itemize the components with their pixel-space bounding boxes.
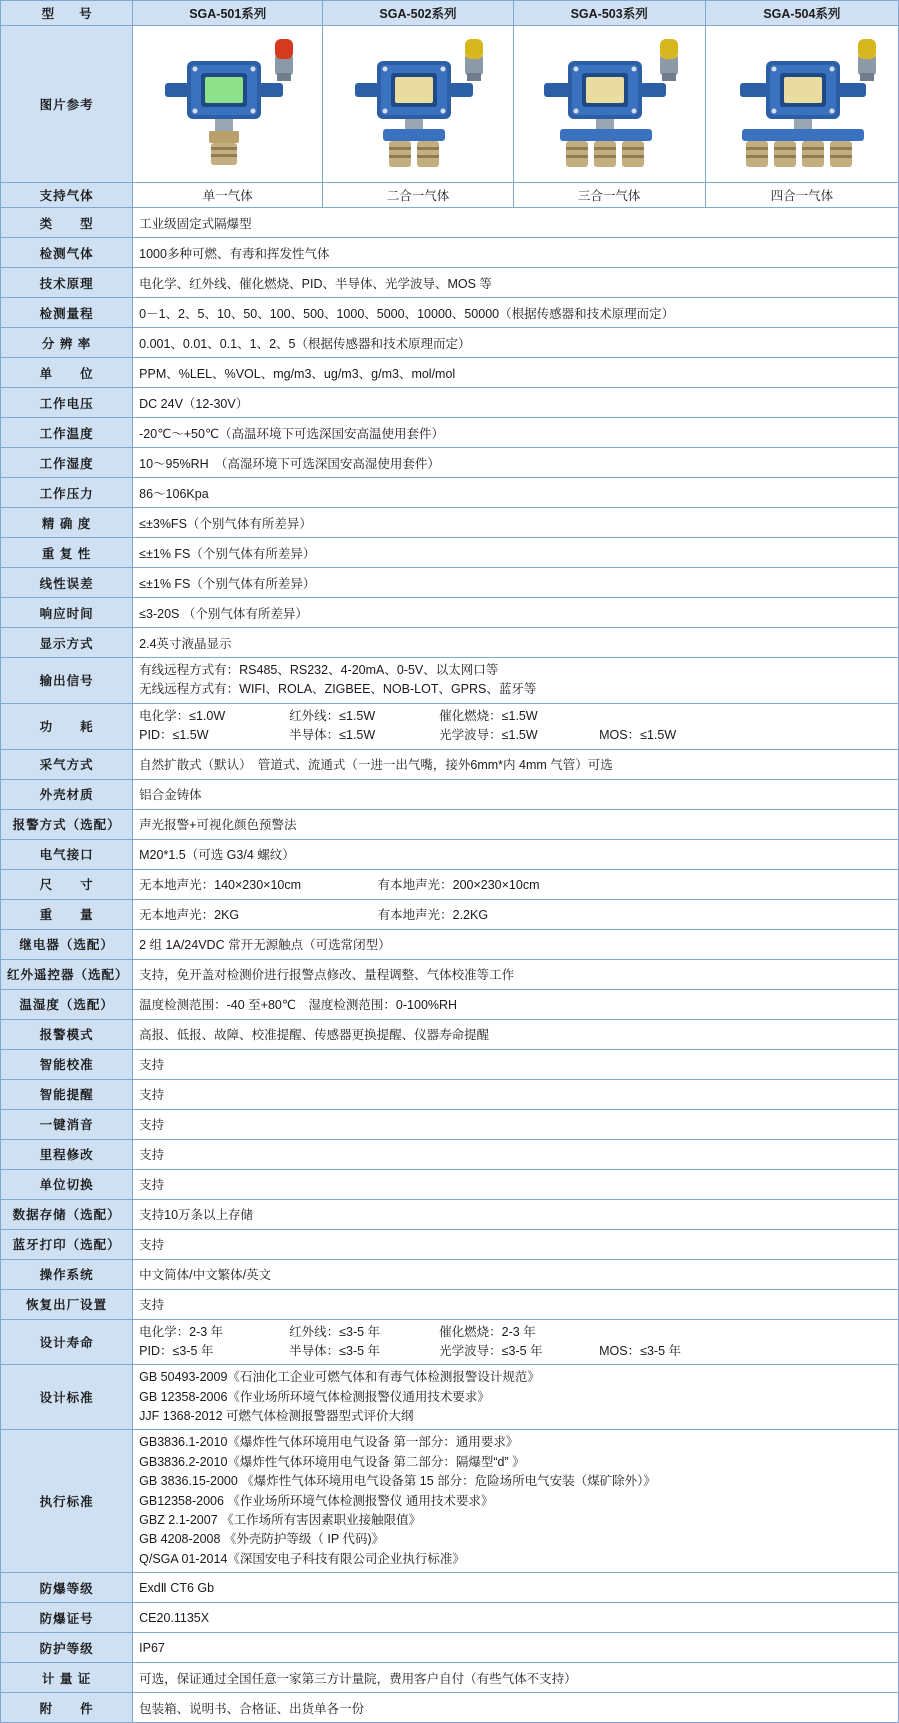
table-row: [1, 749, 899, 779]
output-signal-value: [133, 658, 899, 704]
design-standard-line: GB 12358-2006《作业场所环境气体检测报警仪通用技术要求》: [139, 1389, 490, 1404]
size-with-alarm: 有本地声光：200×230×10cm: [377, 878, 540, 892]
row-value: 2.4英寸液晶显示: [133, 628, 899, 658]
row-value: 自然扩散式（默认） 管道式、流通式（一进一出气嘴，接外6mm*内 4mm 气管）可选: [133, 749, 899, 779]
row-label: 单位切换: [1, 1169, 133, 1199]
power-catalytic: 催化燃烧：≤1.5W: [439, 708, 538, 723]
lifetime-pid: PID：≤3-5 年: [139, 1343, 214, 1358]
row-value: 支持: [133, 1109, 899, 1139]
row-value: 1000多种可燃、有毒和挥发性气体: [133, 238, 899, 268]
row-label: 工作温度: [1, 418, 133, 448]
design-standard-line: JJF 1368-2012 可燃气体检测报警器型式评价大纲: [139, 1409, 414, 1423]
gas-support-row: [1, 183, 899, 208]
table-row: [1, 959, 899, 989]
table-row: [1, 1229, 899, 1259]
picture-row-label: 图片参考: [1, 26, 133, 183]
row-label: 一键消音: [1, 1109, 133, 1139]
row-value: 中文简体/中文繁体/英文: [133, 1259, 899, 1289]
row-label: 报警方式（选配）: [1, 809, 133, 839]
table-row: [1, 1169, 899, 1199]
row-value: ≤±1% FS（个别气体有所差异）: [133, 538, 899, 568]
row-value: ExdⅡ CT6 Gb: [133, 1573, 899, 1603]
row-value: 支持: [133, 1079, 899, 1109]
design-standard-row: [1, 1365, 899, 1430]
picture-row: [1, 26, 899, 183]
row-value: 支持: [133, 1049, 899, 1079]
row-label: 里程修改: [1, 1139, 133, 1169]
model-header-1: SGA-501系列: [133, 1, 323, 26]
row-value: 包装箱、说明书、合格证、出货单各一份: [133, 1693, 899, 1723]
power-electrochemical: 电化学：≤1.0W: [139, 708, 226, 723]
row-label: 采气方式: [1, 749, 133, 779]
table-row: [1, 1633, 899, 1663]
weight-without-alarm: 无本地声光：2KG: [139, 908, 240, 922]
model-header-3: SGA-503系列: [513, 1, 705, 26]
gas-support-2: 二合一气体: [323, 183, 513, 208]
power-infrared: 红外线：≤1.5W: [289, 708, 376, 723]
detector-image-2: [323, 26, 513, 183]
table-row: [1, 1109, 899, 1139]
exec-standard-line: GBZ 2.1-2007 《工作场所有害因素职业接触限值》: [139, 1512, 422, 1527]
lifetime-line-1: [139, 1323, 892, 1342]
row-label: 线性误差: [1, 568, 133, 598]
detector-image-4: [705, 26, 898, 183]
table-row: [1, 238, 899, 268]
row-value: ≤±1% FS（个别气体有所差异）: [133, 568, 899, 598]
row-label: 响应时间: [1, 598, 133, 628]
row-label: 工作压力: [1, 478, 133, 508]
row-label: 计 量 证: [1, 1663, 133, 1693]
row-value: ≤±3%FS（个别气体有所差异）: [133, 508, 899, 538]
size-without-alarm: 无本地声光：140×230×10cm: [139, 878, 302, 892]
weight-value: [133, 899, 899, 929]
lifetime-mos: MOS：≤3-5 年: [599, 1343, 682, 1358]
row-value: M20*1.5（可选 G3/4 螺纹）: [133, 839, 899, 869]
power-pid: PID：≤1.5W: [139, 728, 209, 743]
table-row: [1, 478, 899, 508]
row-label: 电气接口: [1, 839, 133, 869]
size-label: 尺 寸: [1, 869, 133, 899]
design-standard-line: GB 50493-2009《石油化工企业可燃气体和有毒气体检测报警设计规范》: [139, 1370, 540, 1385]
row-value: 支持10万条以上存储: [133, 1199, 899, 1229]
exec-standard-row: [1, 1430, 899, 1573]
gas-support-label: 支持气体: [1, 183, 133, 208]
row-value: 声光报警+可视化颜色预警法: [133, 809, 899, 839]
row-value: 支持: [133, 1139, 899, 1169]
row-label: 恢复出厂设置: [1, 1289, 133, 1319]
power-line-1: [139, 707, 892, 726]
model-header-2: SGA-502系列: [323, 1, 513, 26]
row-label: 类 型: [1, 208, 133, 238]
exec-standard-line: GB3836.2-2010《爆炸性气体环境用电气设备 第二部分：隔爆型“d” 》: [139, 1454, 525, 1469]
row-label: 蓝牙打印（选配）: [1, 1229, 133, 1259]
row-value: 支持，免开盖对检测价进行报警点修改、量程调整、气体校准等工作: [133, 959, 899, 989]
power-line-2: [139, 726, 892, 745]
exec-standard-value: [133, 1430, 899, 1573]
gas-support-4: 四合一气体: [705, 183, 898, 208]
table-row: [1, 779, 899, 809]
table-row: [1, 1289, 899, 1319]
row-value: 支持: [133, 1169, 899, 1199]
row-label: 报警模式: [1, 1019, 133, 1049]
power-semiconductor: 半导体：≤1.5W: [289, 728, 376, 743]
table-row: [1, 508, 899, 538]
row-label: 重 复 性: [1, 538, 133, 568]
table-row: [1, 448, 899, 478]
table-row: [1, 268, 899, 298]
row-label: 附 件: [1, 1693, 133, 1723]
row-label: 防爆等级: [1, 1573, 133, 1603]
table-row: [1, 328, 899, 358]
row-label: 检测量程: [1, 298, 133, 328]
row-value: IP67: [133, 1633, 899, 1663]
row-value: ≤3-20S （个别气体有所差异）: [133, 598, 899, 628]
table-row: [1, 1573, 899, 1603]
table-row: [1, 598, 899, 628]
table-row: [1, 568, 899, 598]
row-value: 工业级固定式隔爆型: [133, 208, 899, 238]
weight-label: 重 量: [1, 899, 133, 929]
lifetime-optical: 光学波导：≤3-5 年: [439, 1343, 543, 1358]
row-label: 智能提醒: [1, 1079, 133, 1109]
power-optical: 光学波导：≤1.5W: [439, 728, 538, 743]
row-value: 86～106Kpa: [133, 478, 899, 508]
exec-standard-line: GB 3836.15-2000 《爆炸性气体环境用电气设备第 15 部分：危险场所电气安装（煤矿除外）》: [139, 1474, 656, 1489]
exec-standard-line: GB 4208-2008 《外壳防护等级（ IP 代码)》: [139, 1532, 385, 1547]
lifetime-line-2: [139, 1342, 892, 1361]
output-signal-row: [1, 658, 899, 704]
row-value: 高报、低报、故障、校准提醒、传感器更换提醒、仪器寿命提醒: [133, 1019, 899, 1049]
design-standard-label: 设计标准: [1, 1365, 133, 1430]
row-label: 工作电压: [1, 388, 133, 418]
lifetime-value: [133, 1319, 899, 1365]
row-value: 0.001、0.01、0.1、1、2、5（根据传感器和技术原理而定）: [133, 328, 899, 358]
table-row: [1, 298, 899, 328]
table-row: [1, 1049, 899, 1079]
gas-support-1: 单一气体: [133, 183, 323, 208]
weight-row: [1, 899, 899, 929]
row-label: 技术原理: [1, 268, 133, 298]
table-row: [1, 358, 899, 388]
power-row: [1, 703, 899, 749]
table-row: [1, 538, 899, 568]
power-label: 功 耗: [1, 703, 133, 749]
row-value: CE20.1135X: [133, 1603, 899, 1633]
table-row: [1, 1079, 899, 1109]
lifetime-infrared: 红外线：≤3-5 年: [289, 1324, 381, 1339]
lifetime-electrochemical: 电化学：2-3 年: [139, 1324, 224, 1339]
table-row: [1, 1139, 899, 1169]
table-header-row: [1, 1, 899, 26]
row-value: 可选，保证通过全国任意一家第三方计量院，费用客户自付（有些气体不支持）: [133, 1663, 899, 1693]
row-label: 操作系统: [1, 1259, 133, 1289]
row-label: 工作湿度: [1, 448, 133, 478]
table-row: [1, 929, 899, 959]
row-label: 温湿度（选配）: [1, 989, 133, 1019]
table-row: [1, 1199, 899, 1229]
row-value: DC 24V（12-30V）: [133, 388, 899, 418]
row-label: 继电器（选配）: [1, 929, 133, 959]
table-row: [1, 1693, 899, 1723]
table-row: [1, 418, 899, 448]
gas-support-3: 三合一气体: [513, 183, 705, 208]
detector-image-3: [513, 26, 705, 183]
power-value: [133, 703, 899, 749]
row-value: 铝合金铸体: [133, 779, 899, 809]
row-label: 数据存储（选配）: [1, 1199, 133, 1229]
lifetime-catalytic: 催化燃烧：2-3 年: [439, 1324, 536, 1339]
row-value: 支持: [133, 1289, 899, 1319]
row-label: 防爆证号: [1, 1603, 133, 1633]
row-value: 电化学、红外线、催化燃烧、PID、半导体、光学波导、MOS 等: [133, 268, 899, 298]
row-label: 显示方式: [1, 628, 133, 658]
row-label: 红外遥控器（选配）: [1, 959, 133, 989]
row-label: 分 辨 率: [1, 328, 133, 358]
row-value: 0－1、2、5、10、50、100、500、1000、5000、10000、50000（根据传感器和技术原理而定）: [133, 298, 899, 328]
output-signal-label: 输出信号: [1, 658, 133, 704]
detector-image-1: [133, 26, 323, 183]
table-row: [1, 1663, 899, 1693]
header-label: 型 号: [1, 1, 133, 26]
row-value: -20℃～+50℃（高温环境下可选深国安高温使用套件）: [133, 418, 899, 448]
exec-standard-line: Q/SGA 01-2014《深国安电子科技有限公司企业执行标准》: [139, 1551, 465, 1566]
lifetime-row: [1, 1319, 899, 1365]
row-value: 10～95%RH （高湿环境下可选深国安高湿使用套件）: [133, 448, 899, 478]
table-row: [1, 839, 899, 869]
design-standard-value: [133, 1365, 899, 1430]
table-row: [1, 1259, 899, 1289]
row-value: 2 组 1A/24VDC 常开无源触点（可选常闭型）: [133, 929, 899, 959]
weight-with-alarm: 有本地声光：2.2KG: [377, 908, 489, 922]
output-signal-line-1: 有线远程方式有：RS485、RS232、4-20mA、0-5V、以太网口等: [139, 663, 499, 677]
row-label: 检测气体: [1, 238, 133, 268]
size-value: [133, 869, 899, 899]
row-label: 智能校准: [1, 1049, 133, 1079]
power-mos: MOS：≤1.5W: [599, 728, 677, 743]
output-signal-line-2: 无线远程方式有：WIFI、ROLA、ZIGBEE、NOB-LOT、GPRS、蓝牙等: [139, 682, 537, 697]
exec-standard-line: GB12358-2006 《作业场所环境气体检测报警仪 通用技术要求》: [139, 1493, 494, 1508]
row-label: 精 确 度: [1, 508, 133, 538]
table-row: [1, 388, 899, 418]
table-row: [1, 989, 899, 1019]
table-row: [1, 628, 899, 658]
row-label: 防护等级: [1, 1633, 133, 1663]
model-header-4: SGA-504系列: [705, 1, 898, 26]
size-row: [1, 869, 899, 899]
table-row: [1, 809, 899, 839]
exec-standard-line: GB3836.1-2010《爆炸性气体环境用电气设备 第一部分：通用要求》: [139, 1435, 519, 1450]
row-value: 温度检测范围：-40 至+80℃ 湿度检测范围：0-100%RH: [133, 989, 899, 1019]
lifetime-semiconductor: 半导体：≤3-5 年: [289, 1343, 381, 1358]
table-row: [1, 1603, 899, 1633]
row-value: 支持: [133, 1229, 899, 1259]
exec-standard-label: 执行标准: [1, 1430, 133, 1573]
row-value: PPM、%LEL、%VOL、mg/m3、ug/m3、g/m3、mol/mol: [133, 358, 899, 388]
lifetime-label: 设计寿命: [1, 1319, 133, 1365]
row-label: 外壳材质: [1, 779, 133, 809]
table-row: [1, 208, 899, 238]
table-row: [1, 1019, 899, 1049]
row-label: 单 位: [1, 358, 133, 388]
